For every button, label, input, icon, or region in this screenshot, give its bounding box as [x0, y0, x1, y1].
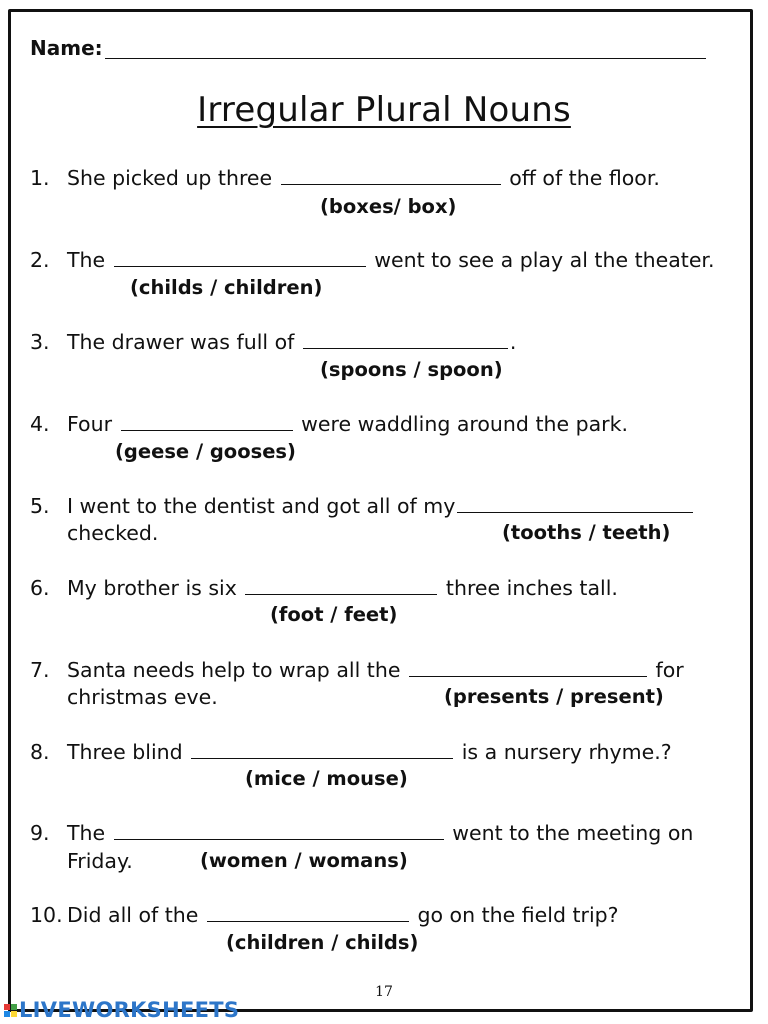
page-title: Irregular Plural Nouns: [197, 90, 571, 130]
liveworksheets-logo-icon: [4, 1004, 17, 1017]
answer-blank-2[interactable]: [114, 247, 366, 267]
question-number: 4.: [30, 412, 50, 436]
question-text-before: She picked up three: [67, 166, 273, 190]
answer-hint-7: (presents / present): [444, 685, 664, 708]
question-number: 1.: [30, 166, 50, 190]
answer-blank-8[interactable]: [191, 739, 453, 759]
name-label: Name:: [30, 36, 103, 60]
question-text-before: My brother is six: [67, 576, 237, 600]
answer-blank-9[interactable]: [114, 820, 444, 840]
question-text-after: off of the floor.: [509, 166, 660, 190]
question-text-after: is a nursery rhyme.?: [461, 740, 672, 764]
answer-hint-9: (women / womans): [200, 849, 408, 872]
name-row: [30, 36, 710, 64]
question-number: 8.: [30, 740, 50, 764]
question-number: 6.: [30, 576, 50, 600]
question-text-after: went to the meeting on: [452, 821, 694, 845]
question-text-continued: checked.: [67, 521, 159, 545]
question-text-after: .: [509, 330, 517, 354]
question-text-after: three inches tall.: [445, 576, 618, 600]
name-field[interactable]: [105, 58, 706, 59]
answer-blank-5[interactable]: [457, 493, 693, 513]
question-number: 7.: [30, 658, 50, 682]
answer-hint-1: (boxes/ box): [320, 195, 457, 218]
question-number: 3.: [30, 330, 50, 354]
answer-hint-4: (geese / gooses): [115, 440, 296, 463]
answer-blank-4[interactable]: [121, 411, 293, 431]
liveworksheets-logo[interactable]: [4, 998, 239, 1022]
question-text-after: go on the field trip?: [417, 903, 619, 927]
answer-blank-7[interactable]: [409, 657, 647, 677]
answer-hint-8: (mice / mouse): [245, 767, 408, 790]
answer-hint-3: (spoons / spoon): [320, 358, 503, 381]
question-text-before: Three blind: [67, 740, 183, 764]
question-text-before: Did all of the: [67, 903, 199, 927]
answer-hint-5: (tooths / teeth): [502, 521, 671, 544]
question-text-before: I went to the dentist and got all of my: [67, 494, 456, 518]
question-text-before: Four: [67, 412, 113, 436]
answer-blank-3[interactable]: [303, 329, 508, 349]
question-text-after: went to see a play al the theater.: [374, 248, 715, 272]
answer-hint-10: (children / childs): [226, 931, 419, 954]
question-text-before: The: [67, 248, 106, 272]
question-text-before: The: [67, 821, 106, 845]
question-text-continued: christmas eve.: [67, 685, 218, 709]
answer-blank-1[interactable]: [281, 165, 501, 185]
question-number: 9.: [30, 821, 50, 845]
answer-blank-6[interactable]: [245, 575, 437, 595]
question-text-continued: Friday.: [67, 849, 133, 873]
question-number: 5.: [30, 494, 50, 518]
page-number: 17: [375, 984, 393, 1000]
question-text-before: The drawer was full of: [67, 330, 295, 354]
question-text-before: Santa needs help to wrap all the: [67, 658, 401, 682]
answer-blank-10[interactable]: [207, 902, 409, 922]
question-text-after: were waddling around the park.: [301, 412, 628, 436]
question-number: 10.: [30, 903, 63, 927]
question-text-after: for: [655, 658, 684, 682]
answer-hint-6: (foot / feet): [270, 603, 398, 626]
answer-hint-2: (childs / children): [130, 276, 323, 299]
question-number: 2.: [30, 248, 50, 272]
logo-text: LIVEWORKSHEETS: [19, 998, 240, 1022]
